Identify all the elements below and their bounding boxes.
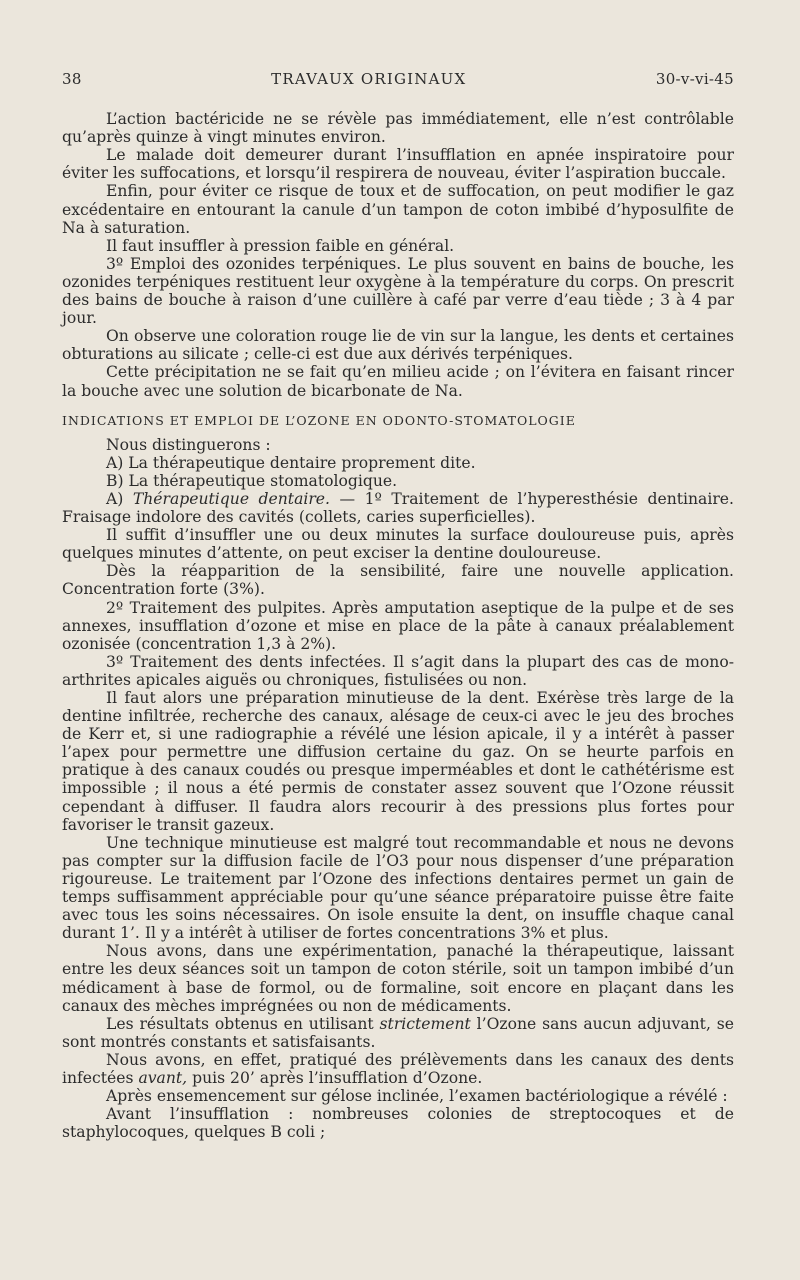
paragraph: Nous distinguerons : [106, 435, 271, 454]
paragraph: Cette précipitation ne se fait qu’en milieu acide ; on l’évitera en faisant rincer la bouche avec une solution de bicarbonate de Na. [62, 363, 734, 400]
text-run: Nous avons, en effet, pratiqué des prélèvements dans les canaux des dents infectées [62, 1050, 734, 1087]
paragraph: Le malade doit demeurer durant l’insufflation en apnée inspiratoire pour éviter les suffocations, et lorsqu’il respirera de nouveau, éviter l’aspiration buccale. [62, 146, 734, 183]
italic-term: strictement [379, 1014, 471, 1033]
paragraph: 2º Traitement des pulpites. Après amputation aseptique de la pulpe et de ses annexes, insufflation d’ozone et mise en place de la pâte à canaux préalablement ozonisée (concentration 1,3 à 2%). [62, 598, 734, 653]
list-item: A) La thérapeutique dentaire proprement dite. [106, 453, 476, 472]
document-page [62, 70, 734, 1141]
page-number: 38 [62, 70, 82, 88]
issue-date: 30-v-vi-45 [655, 70, 734, 88]
section-heading: INDICATIONS ET EMPLOI DE L’OZONE EN ODONTO-STOMATOLOGIE [62, 412, 576, 428]
list-item: B) La thérapeutique stomatologique. [106, 471, 398, 490]
paragraph: Nous avons, dans une expérimentation, panaché la thérapeutique, laissant entre les deux séances soit un tampon de coton stérile, soit un tampon imbibé d’un médicament à base de formol, ou de formaline, soit encore en plaçant dans les canaux des mèches imprégnées ou non de médicaments. [62, 942, 734, 1015]
paragraph: Il faut insuffler à pression faible en général. [106, 236, 455, 255]
paragraph: L’action bactéricide ne se révèle pas immédiatement, elle n’est contrôlable qu’après quinze à vingt minutes environ. [62, 110, 734, 147]
paragraph: Après ensemencement sur gélose inclinée, l’examen bactériologique a révélé : [106, 1087, 728, 1106]
paragraph: 3º Emploi des ozonides terpéniques. Le plus souvent en bains de bouche, les ozonides terpéniques restituent leur oxygène à la température du corps. On prescrit des bains de bouche à raison d’une cuillère à café par verre d’eau tiède ; 3 à 4 par jour. [62, 254, 734, 328]
paragraph [62, 1015, 734, 1051]
paragraph: On observe une coloration rouge lie de vin sur la langue, les dents et certaines obturations au silicate ; celle-ci est due aux dérivés terpéniques. [62, 327, 734, 364]
paragraph: Il faut alors une préparation minutieuse de la dent. Exérèse très large de la dentine infiltrée, recherche des canaux, alésage de ceux-ci avec le jeu des broches de Kerr et, si une radiographie a révélé une lésion apicale, il y a intérêt à passer l’apex pour permettre une diffusion certaine du gaz. On se heurte parfois en pratique à des canaux coudés ou presque imperméables et dont le cathétérisme est impossible ; il nous a été permis de constater assez souvent que l’Ozone réussit cependant à diffuser. Il faudra alors recourir à des pressions plus fortes pour favoriser le transit gazeux. [62, 689, 734, 834]
journal-title: TRAVAUX ORIGINAUX [271, 70, 467, 88]
italic-term: Thérapeutique dentaire. [132, 489, 330, 508]
text-run: Les résultats obtenus en utilisant [106, 1014, 380, 1033]
text-run: puis 20’ après l’insufflation d’Ozone. [187, 1068, 483, 1087]
text-run: — 1º Traitement de l’hyperesthésie dentinaire. Fraisage indolore des cavités (collets, caries superficielles). [62, 489, 734, 527]
paragraph: 3º Traitement des dents infectées. Il s’agit dans la plupart des cas de mono-arthrites apicales aiguës ou chroniques, fistulisées ou non. [62, 652, 734, 689]
paragraph: Il suffit d’insuffler une ou deux minutes la surface douloureuse puis, après quelques minutes d’attente, on peut exciser la dentine douloureuse. [62, 526, 734, 563]
paragraph [62, 1051, 734, 1087]
paragraph: Avant l’insufflation : nombreuses colonies de streptocoques et de staphylocoques, quelques B coli ; [62, 1105, 734, 1142]
paragraph: Dès la réapparition de la sensibilité, faire une nouvelle application. Concentration forte (3%). [62, 562, 734, 599]
running-header [62, 70, 734, 88]
text-run: A) [106, 489, 133, 508]
paragraph: Enfin, pour éviter ce risque de toux et de suffocation, on peut modifier le gaz excédentaire en entourant la canule d’un tampon de coton imbibé d’hyposulfite de Na à saturation. [62, 182, 734, 237]
italic-term: avant, [138, 1068, 188, 1087]
paragraph: Une technique minutieuse est malgré tout recommandable et nous ne devons pas compter sur la diffusion facile de l’O3 pour nous dispenser d’une préparation rigoureuse. Le traitement par l’Ozone des infections dentaires permet un gain de temps suffisamment appréciable pour qu’une séance préparatoire puisse être faite avec tous les soins nécessaires. On isole ensuite la dent, on insuffle chaque canal durant 1’. Il y a intérêt à utiliser de fortes concentrations 3% et plus. [62, 833, 734, 943]
text-run: l’Ozone sans aucun adjuvant, se sont montrés constants et satisfaisants. [62, 1014, 734, 1051]
paragraph [62, 490, 734, 526]
